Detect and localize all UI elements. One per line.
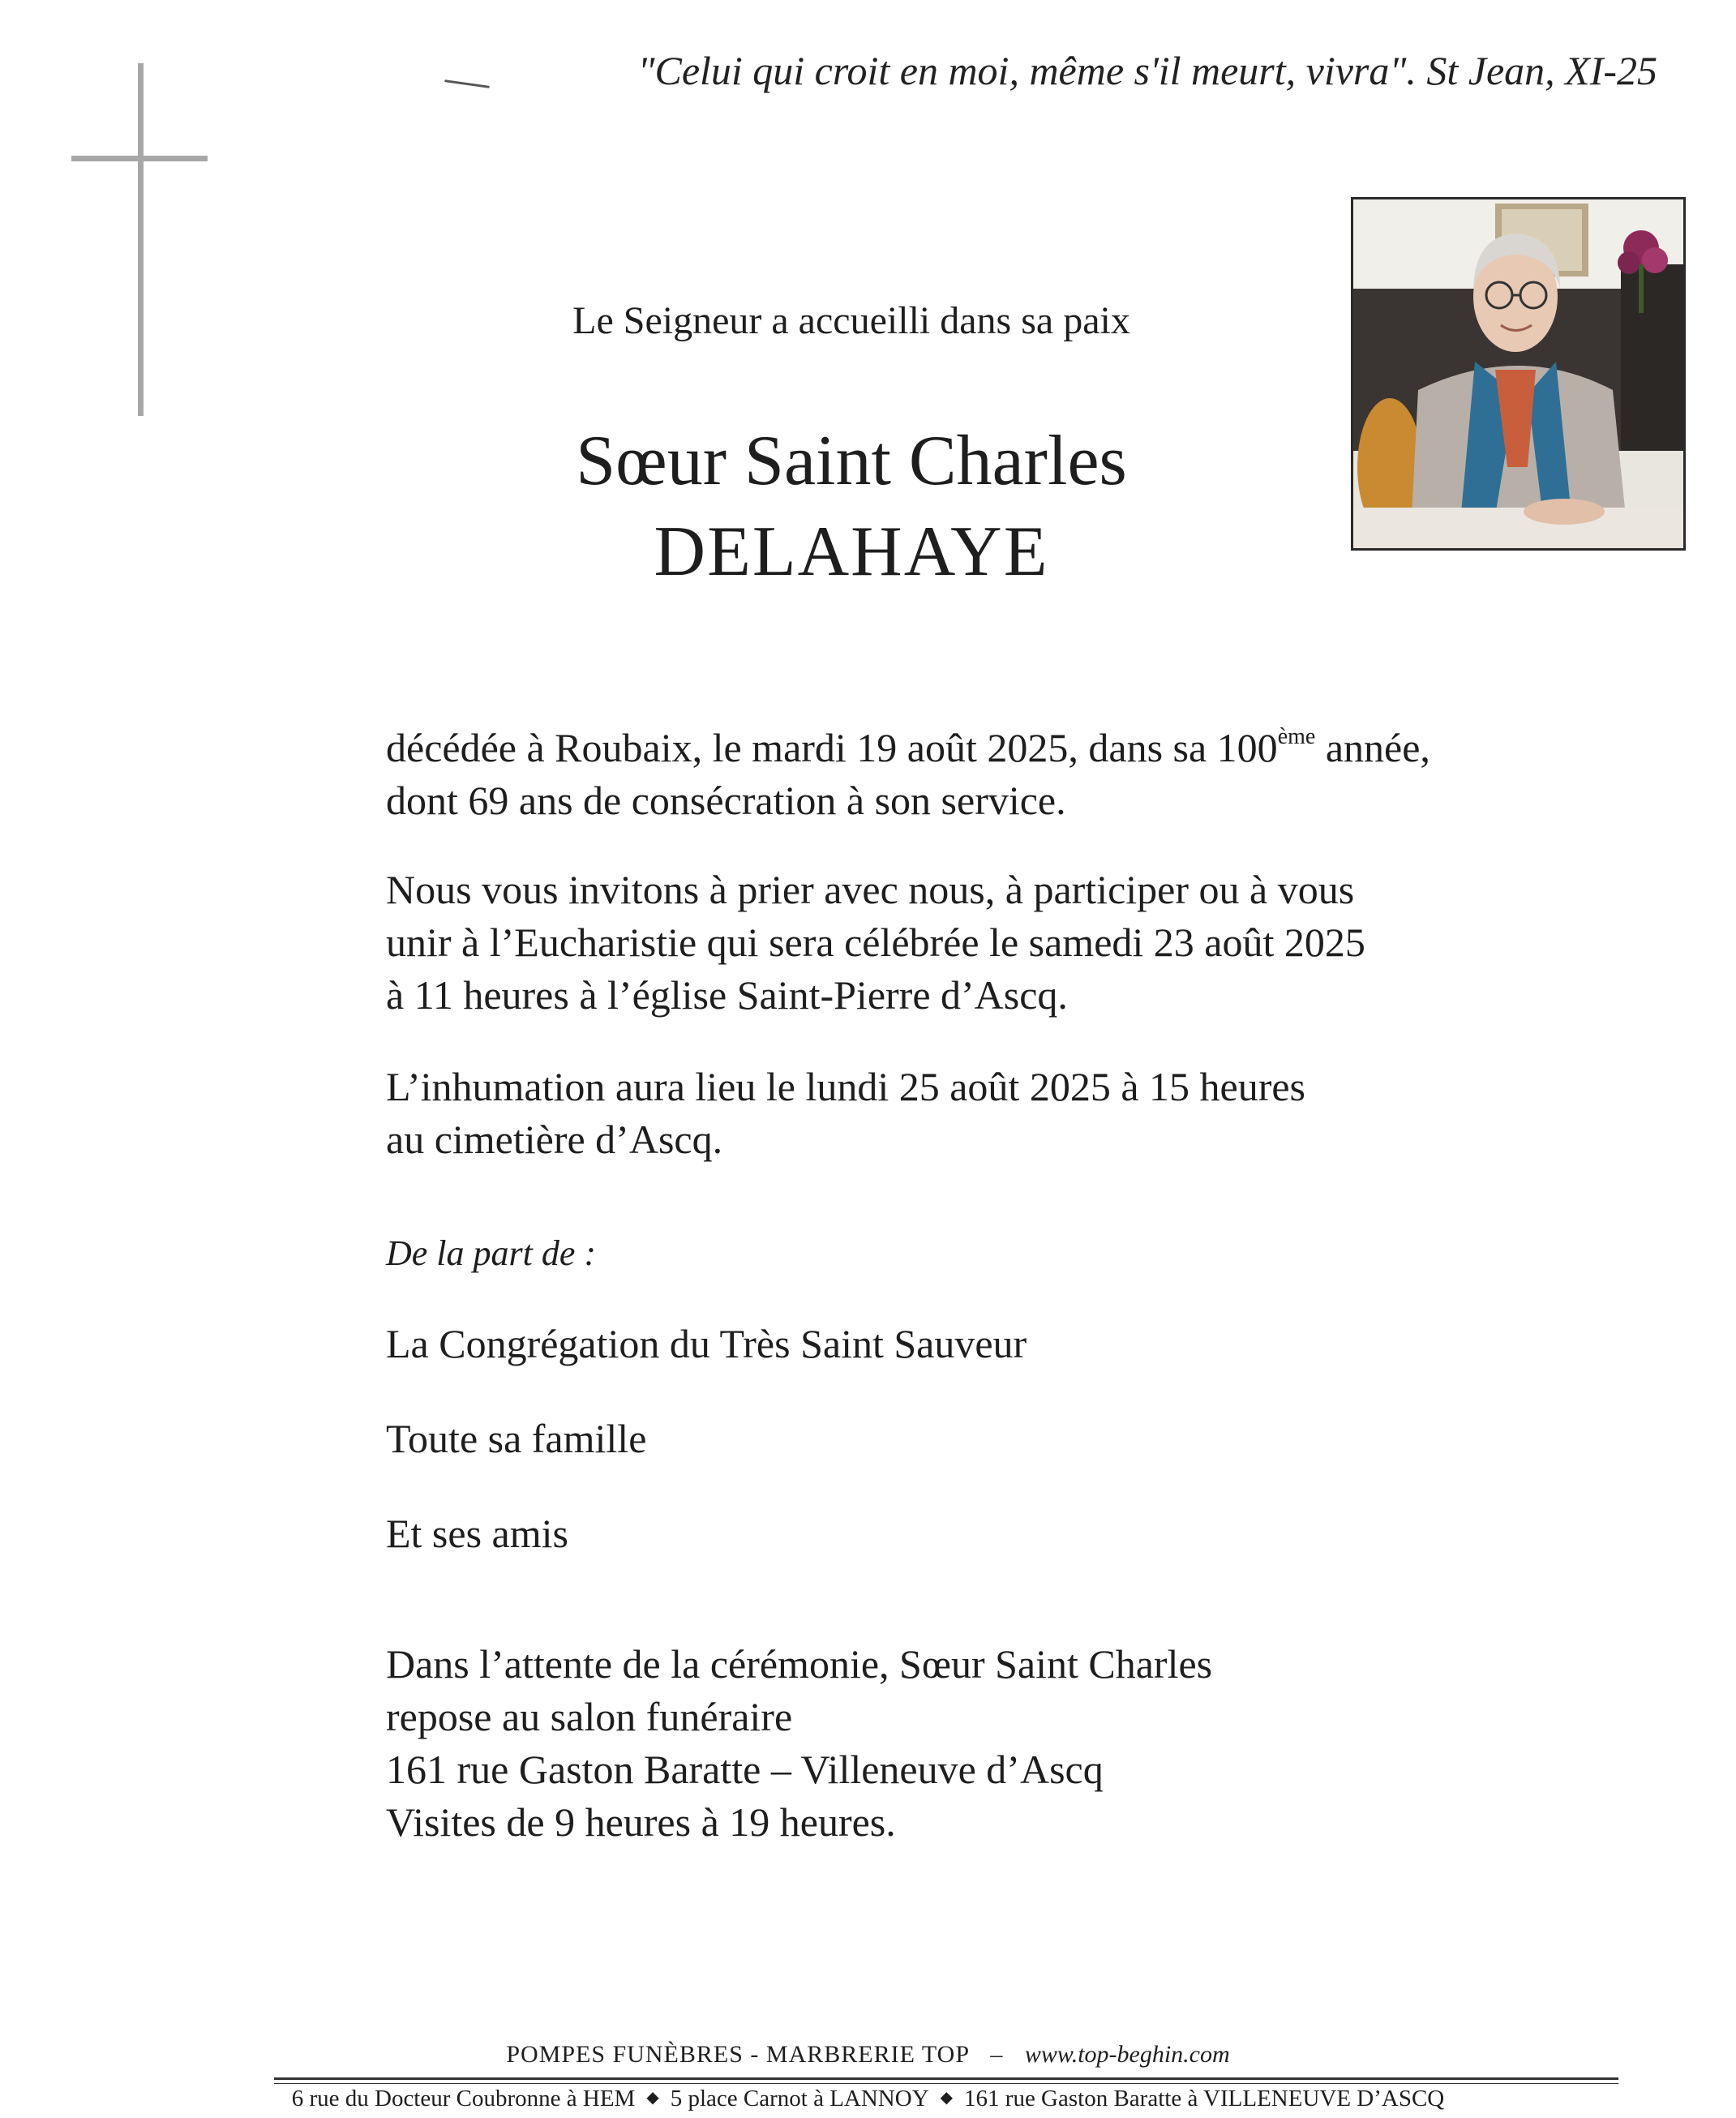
from-label: De la part de : (386, 1233, 597, 1273)
footer-addresses (0, 2086, 1736, 2112)
bible-quote: "Celui qui croit en moi, même s'il meurt, vivra". St Jean, XI-25 (637, 48, 1657, 93)
deceased-name: Sœur Saint Charles (576, 422, 1127, 500)
signatory-item: La Congrégation du Très Saint Sauveur (386, 1321, 1027, 1366)
intro-line: Le Seigneur a accueilli dans sa paix (572, 299, 1130, 342)
footer-dash: – (990, 2041, 1004, 2068)
mass-paragraph (386, 864, 1365, 1022)
rest-line-4: Visites de 9 heures à 19 heures. (386, 1799, 896, 1845)
mass-line-1: Nous vous invitons à prier avec nous, à participer ou à vous (386, 867, 1355, 912)
rest-line-2: repose au salon funéraire (386, 1694, 793, 1739)
cross-icon (138, 63, 144, 416)
address-item: 6 rue du Docteur Coubronne à HEM (291, 2086, 636, 2112)
burial-line-2: au cimetière d’Ascq. (386, 1117, 723, 1162)
deceased-surname: DELAHAYE (654, 512, 1049, 591)
signatory-item: Et ses amis (386, 1511, 568, 1556)
death-line-1: décédée à Roubaix, le mardi 19 août 2025, dans sa 100ème année, (386, 724, 1430, 770)
death-line-2: dont 69 ans de consécration à son service. (386, 778, 1066, 823)
burial-paragraph (386, 1061, 1305, 1166)
mass-line-3: à 11 heures à l’église Saint-Pierre d’Ascq. (386, 972, 1068, 1018)
cross-icon-bar (71, 156, 208, 161)
address-item: 161 rue Gaston Baratte à VILLENEUVE D’ASCQ (964, 2086, 1445, 2112)
website-link[interactable]: www.top-beghin.com (1024, 2041, 1230, 2068)
burial-line-1: L’inhumation aura lieu le lundi 25 août 2025 à 15 heures (386, 1064, 1306, 1109)
scan-mark (444, 79, 490, 88)
portrait-image (1353, 199, 1683, 548)
footer-divider (274, 2077, 1618, 2084)
footer-company (0, 2041, 1736, 2069)
diamond-icon: ◆ (940, 2089, 954, 2107)
rest-paragraph (386, 1638, 1212, 1849)
address-item: 5 place Carnot à LANNOY (670, 2086, 929, 2112)
rest-line-1: Dans l’attente de la cérémonie, Sœur Saint Charles (386, 1641, 1213, 1687)
mass-line-2: unir à l’Eucharistie qui sera célébrée le samedi 23 août 2025 (386, 920, 1365, 965)
diamond-icon: ◆ (646, 2089, 659, 2107)
portrait-photo (1351, 197, 1686, 551)
rest-line-3: 161 rue Gaston Baratte – Villeneuve d’Ascq (386, 1747, 1104, 1792)
death-paragraph (386, 722, 1430, 827)
signatory-item: Toute sa famille (386, 1416, 647, 1461)
company-name: POMPES FUNÈBRES - MARBRERIE TOP (506, 2041, 969, 2068)
